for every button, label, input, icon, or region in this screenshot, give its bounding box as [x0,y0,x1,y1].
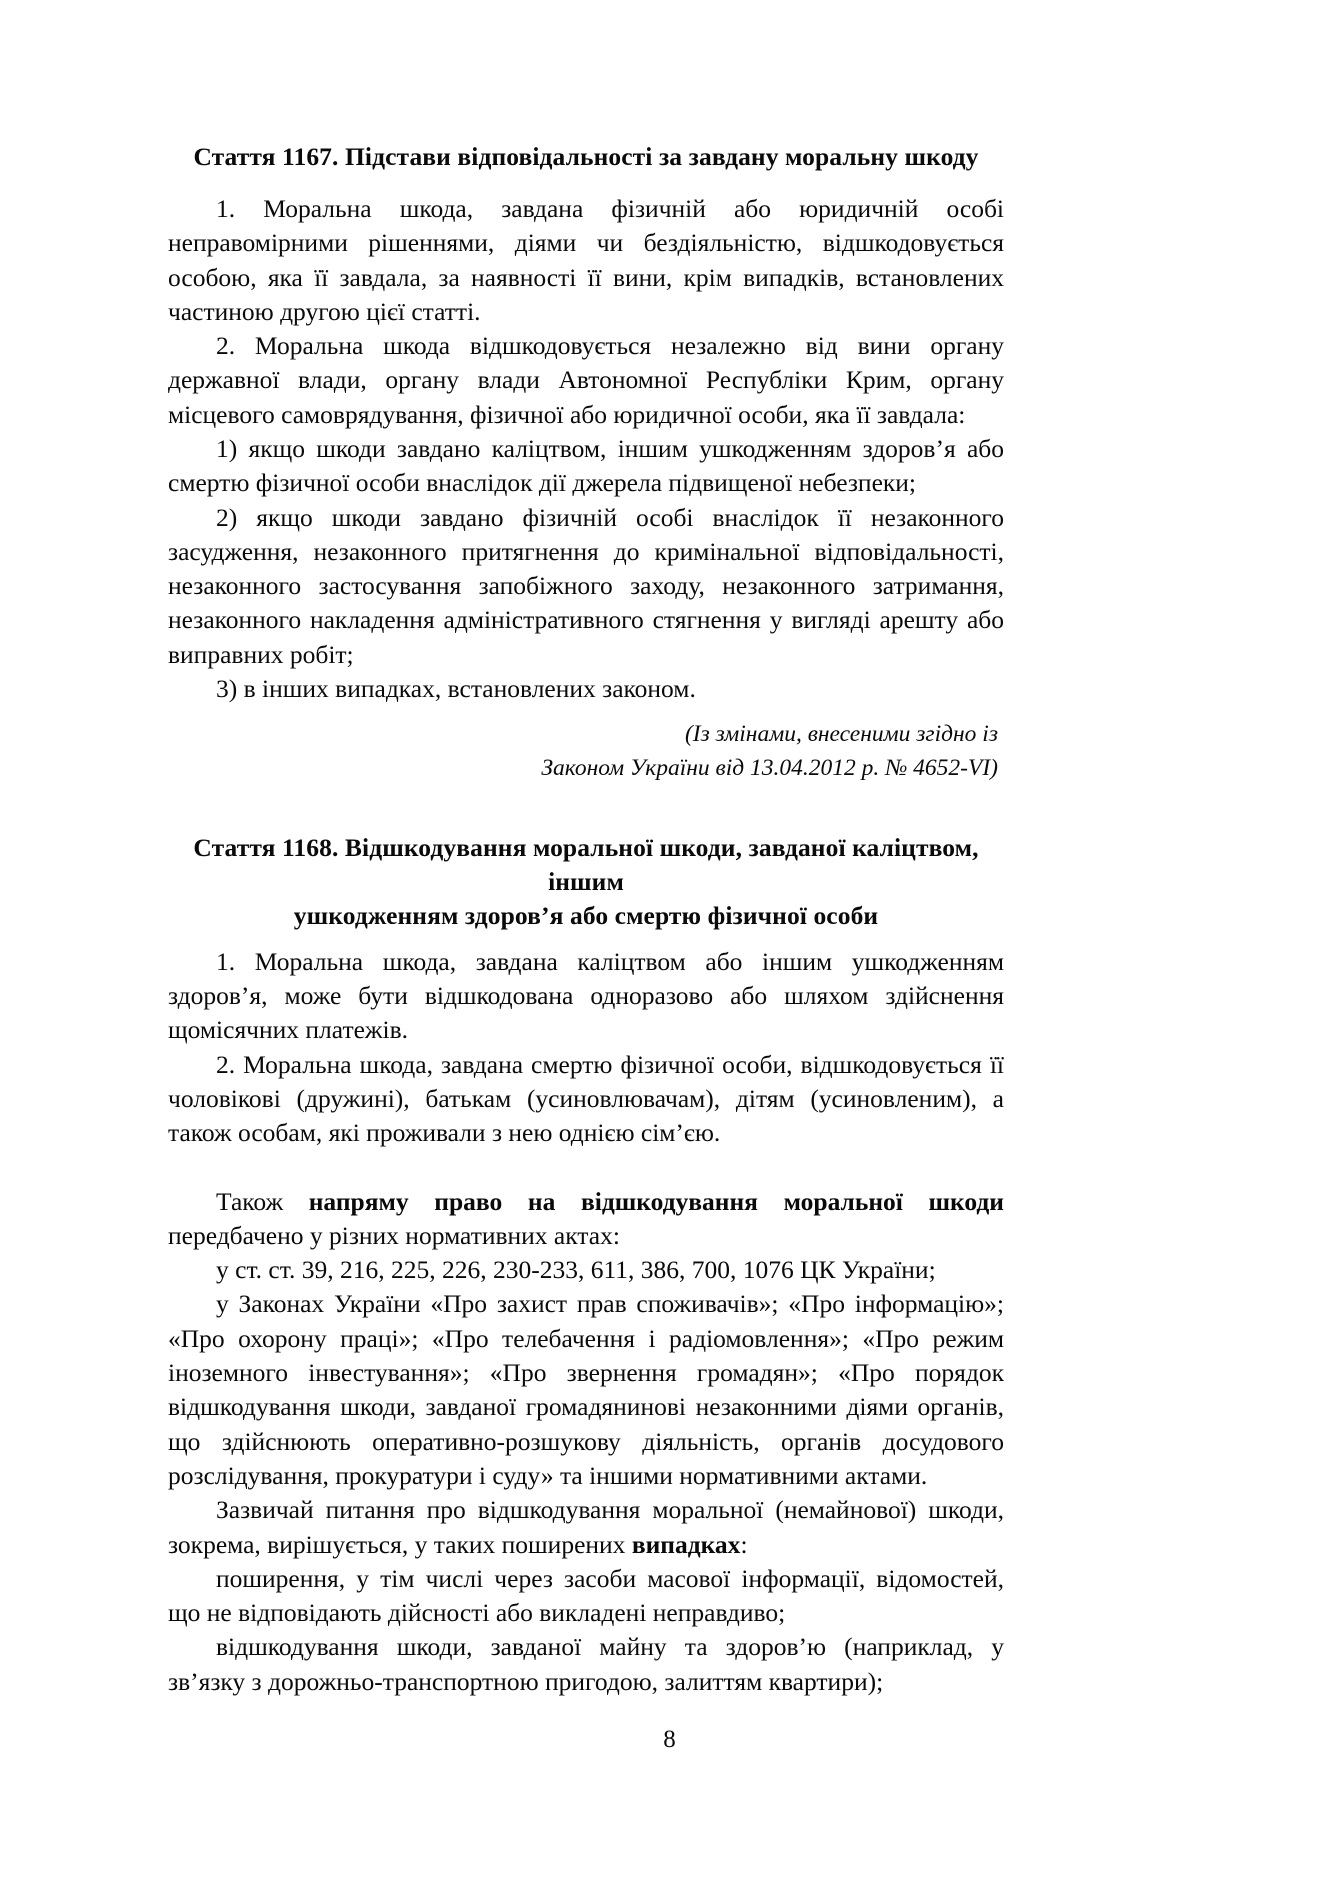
commentary-item-laws: у Законах України «Про захист прав споживачів»; «Про інформацію»; «Про охорону праці»; «Про телебачення і радіомовлення»; «Про режим іноземного інвестування»; «Про звернення громадян»; «Про порядок відшкодування шкоди, завданої громадянинові незаконними діями органів, що здійснюють оперативно-розшукову діяльність, органів досудового розслідування, прокуратури і суду» та іншими нормативними актами. [168,1289,1004,1490]
common-cases-prefix: Зазвичай питання про відшкодування моральної (немайнової) шкоди, зокрема, вирішується, у таких поширених [168,1495,1004,1559]
article-1167-item-3: 3) в інших випадках, встановлених законом. [216,674,696,704]
page-number: 8 [663,1726,676,1753]
article-1167-paragraph-2: 2. Моральна шкода відшкодовується незалежно від вини органу державної влади, органу влади Автономної Республіки Крим, органу місцевого самоврядування, фізичної або юридичної особи, яка її завдала: [168,331,1004,429]
article-1167-item-1: 1) якщо шкоди завдано каліцтвом, іншим ушкодженням здоров’я або смертю фізичної особи внаслідок дії джерела підвищеної небезпеки; [168,433,1004,498]
amendment-note-line-2: Законом України від 13.04.2012 р. № 4652-VI) [541,754,998,781]
commentary-item-codes: у ст. ст. 39, 216, 225, 226, 230-233, 611, 386, 700, 1076 ЦК України; [216,1255,936,1285]
page-content [168,140,1004,1699]
article-1167-paragraph-1: 1. Моральна шкода, завдана фізичній або юридичній особі неправомірними рішеннями, діями чи бездіяльністю, відшкодовується особою, яка її завдала, за наявності її вини, крім випадків, встановлених частиною другою цієї статті. [168,193,1004,326]
section-spacer [168,785,1004,831]
commentary-intro-suffix: передбачено у різних нормативних актах: [168,1220,620,1250]
article-1167-item-2: 2) якщо шкоди завдано фізичній особі внаслідок її незаконного засудження, незаконного притягнення до кримінальної відповідальності, незаконного застосування запобіжного заходу, незаконного затримання, незаконного накладення адміністративного стягнення у вигляді арешту або виправних робіт; [168,502,1004,669]
article-1168-paragraph-2: 2. Моральна шкода, завдана смертю фізичної особи, відшкодовується її чоловікові (дружині), батькам (усиновлювачам), дітям (усиновленим), а також особам, які проживали з нею однією сім’єю. [168,1049,1004,1148]
amendment-note [168,718,1004,785]
article-1168-paragraph-1: 1. Моральна шкода, завдана каліцтвом або іншим ушкодженням здоров’я, може бути відшкодована одноразово або шляхом здійснення щомісячних платежів. [168,946,1004,1045]
commentary-intro-emphasis: напряму право на відшкодування моральної шкоди [308,1186,1004,1216]
article-1168-heading-line-1: Стаття 1168. Відшкодування моральної шкоди, завданої каліцтвом, іншим [193,833,979,896]
article-1168-heading [168,831,1004,933]
article-1167-heading: Стаття 1167. Підстави відповідальності за завдану моральну шкоду [193,142,979,171]
commentary-common-cases-intro [168,1493,1004,1562]
amendment-note-line-1: (Із змінами, внесеними згідно із [684,721,998,748]
commentary-case-1: поширення, у тім числі через засоби масової інформації, відомостей, що не відповідають дійсності або викладені неправдиво; [168,1563,1004,1628]
commentary-intro-prefix: Також [216,1186,309,1216]
article-1168-heading-line-2: ушкодженням здоров’я або смертю фізичної особи [293,900,879,930]
commentary-spacer [168,1151,1004,1185]
common-cases-emphasis: випадках [631,1529,741,1559]
common-cases-suffix: : [740,1529,748,1559]
commentary-case-2: відшкодування шкоди, завданої майну та здоров’ю (наприклад, у зв’язку з дорожньо-транспортною пригодою, залиттям квартири); [168,1632,1004,1696]
commentary-intro [168,1185,1004,1254]
